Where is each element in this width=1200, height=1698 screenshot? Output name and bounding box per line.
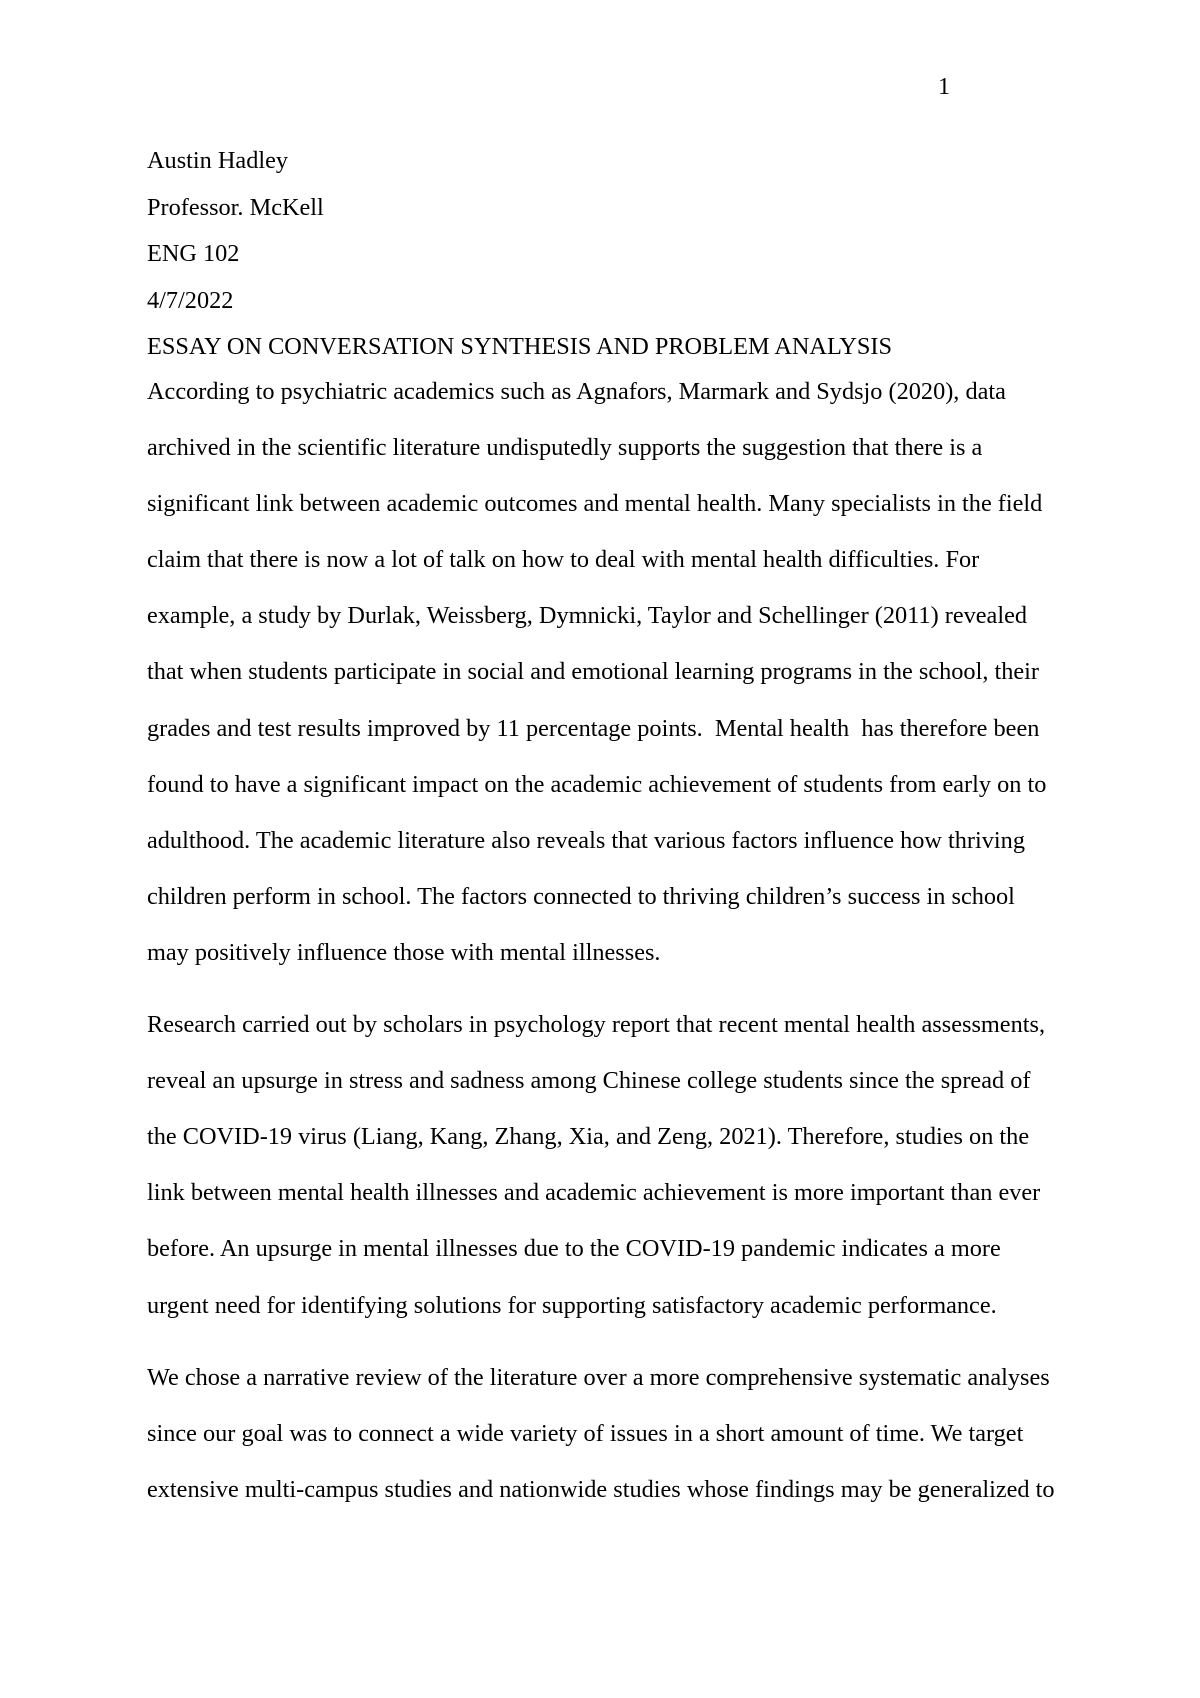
paragraph-line: link between mental health illnesses and academic achievement is more important than ever: [147, 1179, 1041, 1207]
paragraph-1: [147, 364, 1055, 981]
instructor-name: Professor. McKell: [147, 193, 324, 221]
paragraph-3: [147, 1350, 1055, 1518]
paragraph-line: significant link between academic outcomes and mental health. Many specialists in the field: [147, 490, 1043, 518]
paragraph-line: adulthood. The academic literature also reveals that various factors influence how thriving: [147, 826, 1025, 854]
paragraph-line: that when students participate in social and emotional learning programs in the school, their: [147, 658, 1039, 686]
paragraph-line: Research carried out by scholars in psychology report that recent mental health assessments,: [147, 1011, 1046, 1039]
paragraph-line: claim that there is now a lot of talk on how to deal with mental health difficulties. For: [147, 546, 980, 574]
paragraph-line: According to psychiatric academics such as Agnafors, Marmark and Sydsjo (2020), data: [147, 378, 1006, 405]
paragraph-line: grades and test results improved by 11 percentage points. Mental health has therefore been: [147, 714, 1040, 742]
paragraph-line: extensive multi-campus studies and nationwide studies whose findings may be generalized to: [147, 1475, 1055, 1503]
paragraph-line: reveal an upsurge in stress and sadness among Chinese college students since the spread of: [147, 1067, 1031, 1095]
essay-title: ESSAY ON CONVERSATION SYNTHESIS AND PROBLEM ANALYSIS: [147, 333, 893, 360]
paragraph-line: urgent need for identifying solutions for supporting satisfactory academic performance.: [147, 1291, 997, 1319]
paragraph-line: the COVID-19 virus (Liang, Kang, Zhang, Xia, and Zeng, 2021). Therefore, studies on the: [147, 1123, 1030, 1151]
essay-body: [147, 364, 1055, 1534]
essay-header: [147, 138, 892, 371]
author-name: Austin Hadley: [147, 147, 289, 174]
paragraph-line: since our goal was to connect a wide variety of issues in a short amount of time. We target: [147, 1419, 1024, 1447]
paragraph-line: found to have a significant impact on the academic achievement of students from early on to: [147, 770, 1047, 798]
paragraph-line: example, a study by Durlak, Weissberg, Dymnicki, Taylor and Schellinger (2011) revealed: [147, 602, 1028, 630]
page-number: 1: [938, 73, 951, 100]
paragraph-line: archived in the scientific literature undisputedly supports the suggestion that there is a: [147, 434, 983, 462]
essay-date: 4/7/2022: [147, 286, 234, 314]
course-code: ENG 102: [147, 240, 240, 267]
paragraph-line: We chose a narrative review of the literature over a more comprehensive systematic analyses: [147, 1363, 1050, 1391]
paragraph-line: may positively influence those with mental illnesses.: [147, 938, 661, 966]
paragraph-line: children perform in school. The factors connected to thriving children’s success in school: [147, 882, 1015, 910]
paragraph-line: before. An upsurge in mental illnesses due to the COVID-19 pandemic indicates a more: [147, 1235, 1001, 1263]
paragraph-2: [147, 997, 1055, 1334]
